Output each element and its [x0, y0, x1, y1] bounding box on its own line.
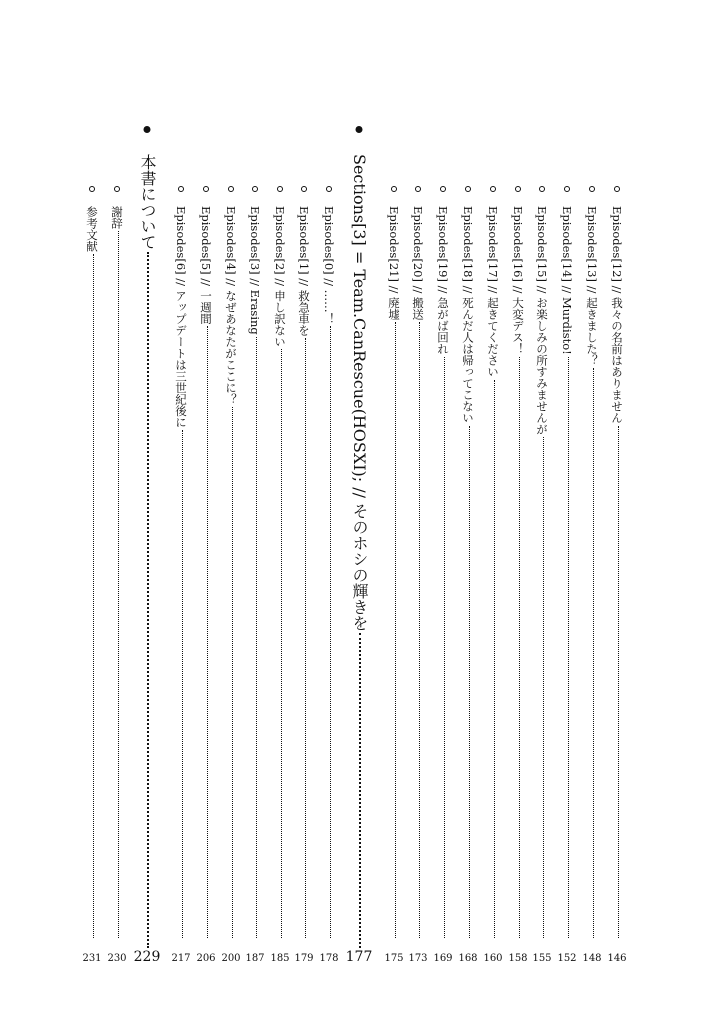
toc-entry[interactable]	[457, 186, 479, 964]
entry-title: Episodes[17] // 起きてください	[486, 206, 500, 378]
hollow-bullet-icon	[391, 186, 397, 192]
entry-title: 謝辞	[110, 206, 124, 229]
entry-title: Episodes[12] // 我々の名前はありません	[610, 206, 624, 424]
toc-entry[interactable]	[581, 186, 603, 964]
page-number: 158	[508, 953, 528, 964]
entry-title: Episodes[21] // 廃墟	[387, 206, 401, 320]
hollow-bullet-icon	[415, 186, 421, 192]
dot-leader	[303, 338, 306, 938]
entry-title: Episodes[13] // 起きました？	[585, 206, 599, 366]
toc-entry[interactable]	[81, 186, 103, 964]
hollow-bullet-icon	[440, 186, 446, 192]
page-number: 169	[433, 953, 453, 964]
section-title: Sections[3] = Team.CanRescue(HOSXI); // そのホシの輝きを	[350, 154, 369, 632]
page-number: 168	[458, 953, 478, 964]
dot-leader	[492, 380, 495, 939]
dot-leader	[517, 357, 520, 939]
dot-leader	[116, 231, 119, 938]
hollow-bullet-icon	[564, 186, 570, 192]
entry-title: Episodes[3] // Erasing	[248, 206, 262, 335]
page-number: 187	[245, 953, 265, 964]
dot-leader	[541, 437, 544, 938]
entry-title: Episodes[19] // 急がば回れ	[436, 206, 450, 355]
dot-leader	[328, 326, 331, 938]
dot-leader	[279, 349, 282, 938]
toc-entry[interactable]	[531, 186, 553, 964]
entry-title: Episodes[6] // アップデートは三世紀後に	[174, 206, 188, 428]
page-number: 173	[408, 953, 428, 964]
filled-bullet-icon	[144, 126, 151, 133]
hollow-bullet-icon	[89, 186, 95, 192]
page-number: 175	[384, 953, 404, 964]
entry-title: Episodes[0] // ……！	[322, 206, 336, 325]
toc-entry[interactable]	[432, 186, 454, 964]
hollow-bullet-icon	[301, 186, 307, 192]
hollow-bullet-icon	[277, 186, 283, 192]
toc-section[interactable]	[133, 126, 161, 965]
dot-leader	[91, 254, 94, 938]
entry-title: Episodes[2] // 申し訳ない	[273, 206, 287, 348]
page-number: 185	[270, 953, 290, 964]
page-number: 178	[319, 953, 339, 964]
entry-title: Episodes[1] // 救急車を	[297, 206, 311, 336]
page-number: 146	[607, 953, 627, 964]
dot-leader	[591, 368, 594, 938]
hollow-bullet-icon	[515, 186, 521, 192]
entry-title: Episodes[15] // お楽しみの所すみませんが	[535, 206, 549, 435]
page-number: 230	[107, 953, 127, 964]
hollow-bullet-icon	[178, 186, 184, 192]
dot-leader	[417, 322, 420, 938]
hollow-bullet-icon	[203, 186, 209, 192]
dot-leader	[566, 357, 569, 938]
toc-entry[interactable]	[606, 186, 628, 964]
entry-title: Episodes[18] // 死んだ人は帰ってこない	[461, 206, 475, 424]
entry-title: Episodes[4] // なぜあなたがここに？	[224, 206, 238, 405]
toc-entry[interactable]	[383, 186, 405, 964]
toc-entry[interactable]	[556, 186, 578, 964]
dot-leader	[358, 633, 361, 948]
dot-leader	[230, 407, 233, 938]
dot-leader	[393, 322, 396, 938]
entry-title: Episodes[5] // 一週間	[199, 206, 213, 325]
dot-leader	[442, 357, 445, 939]
hollow-bullet-icon	[252, 186, 258, 192]
toc-entry[interactable]	[195, 186, 217, 964]
dot-leader	[467, 426, 470, 939]
toc-entry[interactable]	[293, 186, 315, 964]
entry-title: Episodes[14] // Murdisto!	[560, 206, 574, 355]
toc-entry[interactable]	[407, 186, 429, 964]
dot-leader	[254, 337, 257, 938]
page-number: 229	[133, 949, 161, 965]
entry-title: Episodes[16] // 大変デス！	[511, 206, 525, 355]
page-number: 148	[582, 953, 602, 964]
page-number: 217	[171, 953, 191, 964]
page-number: 206	[196, 953, 216, 964]
page-number: 200	[221, 953, 241, 964]
hollow-bullet-icon	[614, 186, 620, 192]
dot-leader	[205, 326, 208, 938]
toc-entry[interactable]	[318, 186, 340, 964]
toc-entry[interactable]	[220, 186, 242, 964]
hollow-bullet-icon	[589, 186, 595, 192]
toc-entry[interactable]	[106, 186, 128, 964]
entry-title: 参考文献	[85, 206, 99, 252]
entry-title: Episodes[20] // 搬送	[411, 206, 425, 320]
hollow-bullet-icon	[490, 186, 496, 192]
hollow-bullet-icon	[228, 186, 234, 192]
page-number: 155	[532, 953, 552, 964]
hollow-bullet-icon	[465, 186, 471, 192]
page-number: 177	[345, 949, 373, 965]
toc-entry[interactable]	[170, 186, 192, 964]
dot-leader	[616, 426, 619, 939]
section-title: 本書について	[138, 154, 157, 250]
page-number: 179	[294, 953, 314, 964]
toc-section[interactable]	[345, 126, 373, 965]
hollow-bullet-icon	[326, 186, 332, 192]
toc-entry[interactable]	[269, 186, 291, 964]
page-number: 231	[82, 953, 102, 964]
hollow-bullet-icon	[539, 186, 545, 192]
hollow-bullet-icon	[114, 186, 120, 192]
page-number: 160	[483, 953, 503, 964]
filled-bullet-icon	[356, 126, 363, 133]
toc-entry[interactable]	[244, 186, 266, 964]
dot-leader	[180, 430, 183, 938]
toc-entry[interactable]	[507, 186, 529, 964]
dot-leader	[146, 252, 149, 948]
toc-entry[interactable]	[482, 186, 504, 964]
page-number: 152	[557, 953, 577, 964]
